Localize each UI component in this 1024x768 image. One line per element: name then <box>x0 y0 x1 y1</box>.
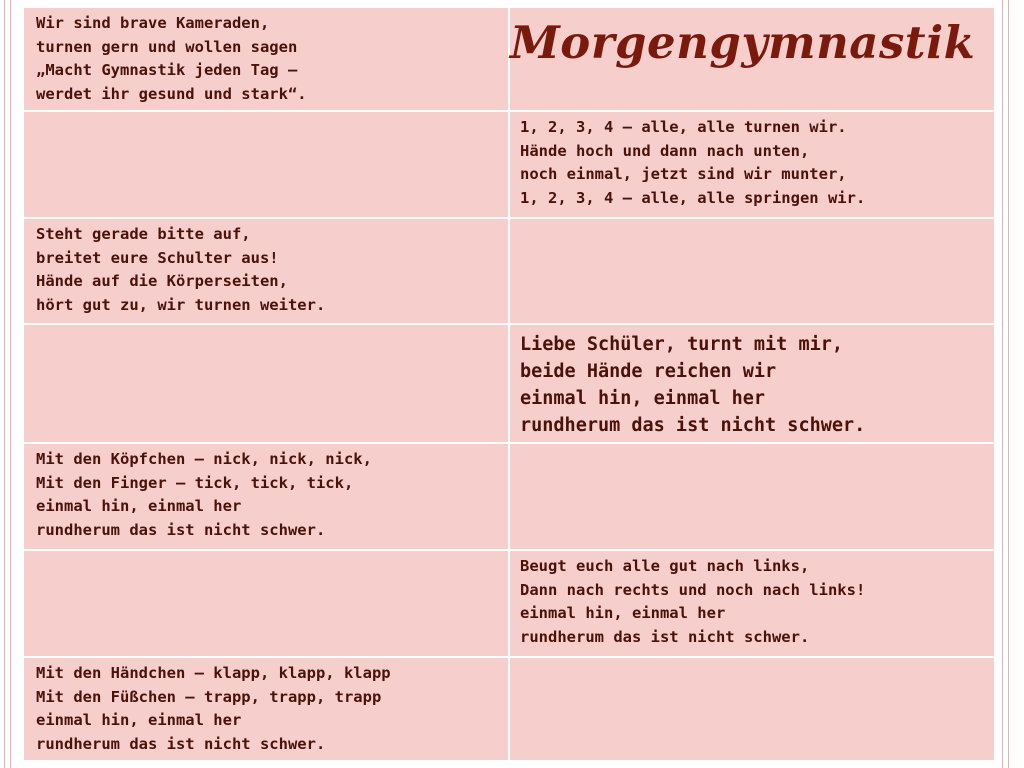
table-row <box>23 111 995 218</box>
stanza-6: Beugt euch alle gut nach links, Dann nach rechts und noch nach links! einmal hin, einmal her rundherum das ist nicht schwer. <box>520 557 866 646</box>
table-row <box>23 443 995 550</box>
frame-line <box>10 0 11 768</box>
table-cell <box>509 7 995 111</box>
stanza-3: Steht gerade bitte auf, breitet eure Schulter aus! Hände auf die Körperseiten, hört gut zu, wir turnen weiter. <box>36 225 326 314</box>
stanza-7: Mit den Händchen – klapp, klapp, klapp Mit den Füßchen – trapp, trapp, trapp einmal hin, einmal her rundherum das ist nicht schwer. <box>36 664 391 753</box>
poem-table <box>22 6 996 762</box>
table-cell <box>23 7 509 111</box>
table-cell <box>509 111 995 218</box>
page-title: Morgengymnastik <box>510 16 976 69</box>
table-cell <box>23 218 509 324</box>
table-row <box>23 550 995 657</box>
empty-cell <box>23 550 509 657</box>
empty-cell <box>509 657 995 761</box>
frame-line <box>1008 0 1009 768</box>
empty-cell <box>23 111 509 218</box>
table-cell <box>509 550 995 657</box>
stanza-5: Mit den Köpfchen – nick, nick, nick, Mit den Finger – tick, tick, tick, einmal hin, einmal her rundherum das ist nicht schwer. <box>36 450 372 539</box>
table-row <box>23 7 995 111</box>
stanza-4: Liebe Schüler, turnt mit mir, beide Hände reichen wir einmal hin, einmal her rundherum das ist nicht schwer. <box>520 334 866 436</box>
empty-cell <box>509 443 995 550</box>
frame-line <box>4 0 5 768</box>
table-cell <box>509 324 995 443</box>
table-cell <box>23 443 509 550</box>
table-cell <box>23 657 509 761</box>
empty-cell <box>509 218 995 324</box>
frame-line <box>1002 0 1003 768</box>
stanza-2: 1, 2, 3, 4 – alle, alle turnen wir. Hände hoch und dann nach unten, noch einmal, jetzt sind wir munter, 1, 2, 3, 4 – alle, alle springen wir. <box>520 118 866 207</box>
table-row <box>23 324 995 443</box>
table-row <box>23 218 995 324</box>
stanza-1: Wir sind brave Kameraden, turnen gern und wollen sagen „Macht Gymnastik jeden Tag – werdet ihr gesund und stark“. <box>36 14 307 103</box>
empty-cell <box>23 324 509 443</box>
table-row <box>23 657 995 761</box>
